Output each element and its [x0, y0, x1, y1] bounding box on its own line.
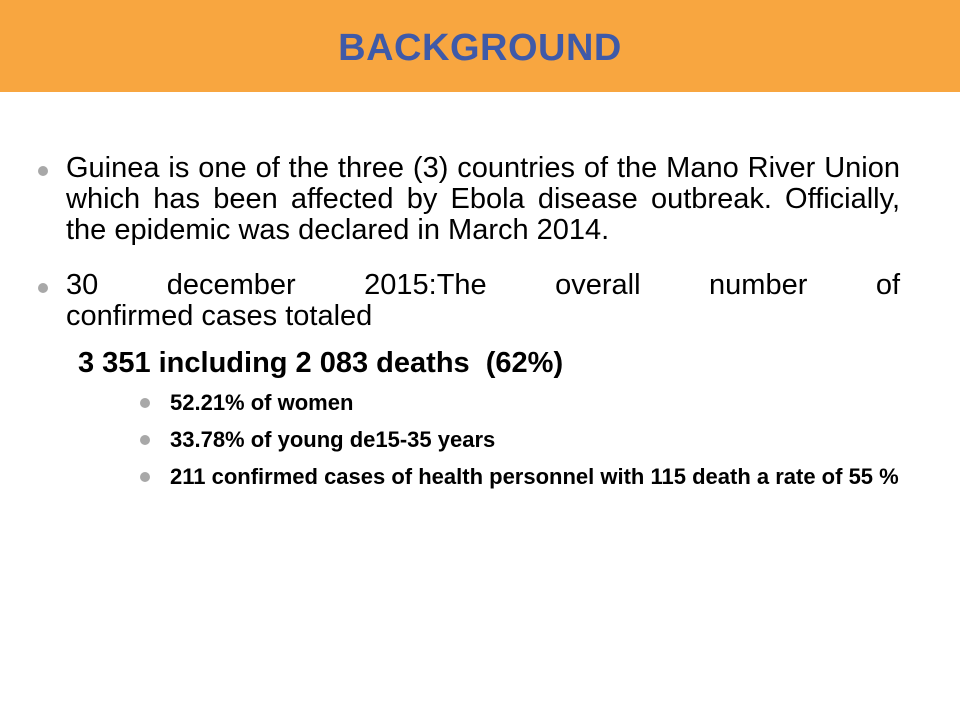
- sub-bullet-list: [138, 390, 900, 490]
- bullet-line-2: confirmed cases totaled: [66, 300, 373, 332]
- bullet-item-guinea: [36, 153, 900, 246]
- word: 30: [66, 269, 99, 301]
- bullet-line-1: [66, 270, 900, 301]
- sub-bullet-text: 211 confirmed cases of health personnel with 115 death a rate of 55 %: [170, 464, 899, 489]
- bullet-dot-icon: [38, 166, 48, 176]
- sub-bullet-text: 33.78% of young de15-35 years: [170, 427, 496, 452]
- sub-bullet-young: [138, 427, 900, 453]
- bullet-dot-icon: [140, 472, 150, 482]
- slide-content: [36, 153, 900, 501]
- sub-bullet-women: [138, 390, 900, 416]
- word: overall: [555, 269, 641, 301]
- bullet-dot-icon: [38, 283, 48, 293]
- word: number: [709, 269, 808, 301]
- bullet-dot-icon: [140, 398, 150, 408]
- word: december: [166, 269, 296, 301]
- word: 2015:The: [364, 269, 487, 301]
- bullet-item-cases: [36, 270, 900, 332]
- bullet-text: Guinea is one of the three (3) countries of the Mano River Union which has been affected by Ebola disease outbreak. Officially, the epidemic was declared in March 2014.: [66, 152, 900, 246]
- slide-title: BACKGROUND: [338, 27, 622, 69]
- bullet-dot-icon: [140, 435, 150, 445]
- sub-bullet-health-personnel: [138, 464, 900, 490]
- header-bar: [0, 0, 960, 92]
- word: of: [875, 269, 900, 301]
- cases-total-highlight: 3 351 including 2 083 deaths (62%): [78, 347, 564, 379]
- sub-bullet-text: 52.21% of women: [170, 390, 354, 415]
